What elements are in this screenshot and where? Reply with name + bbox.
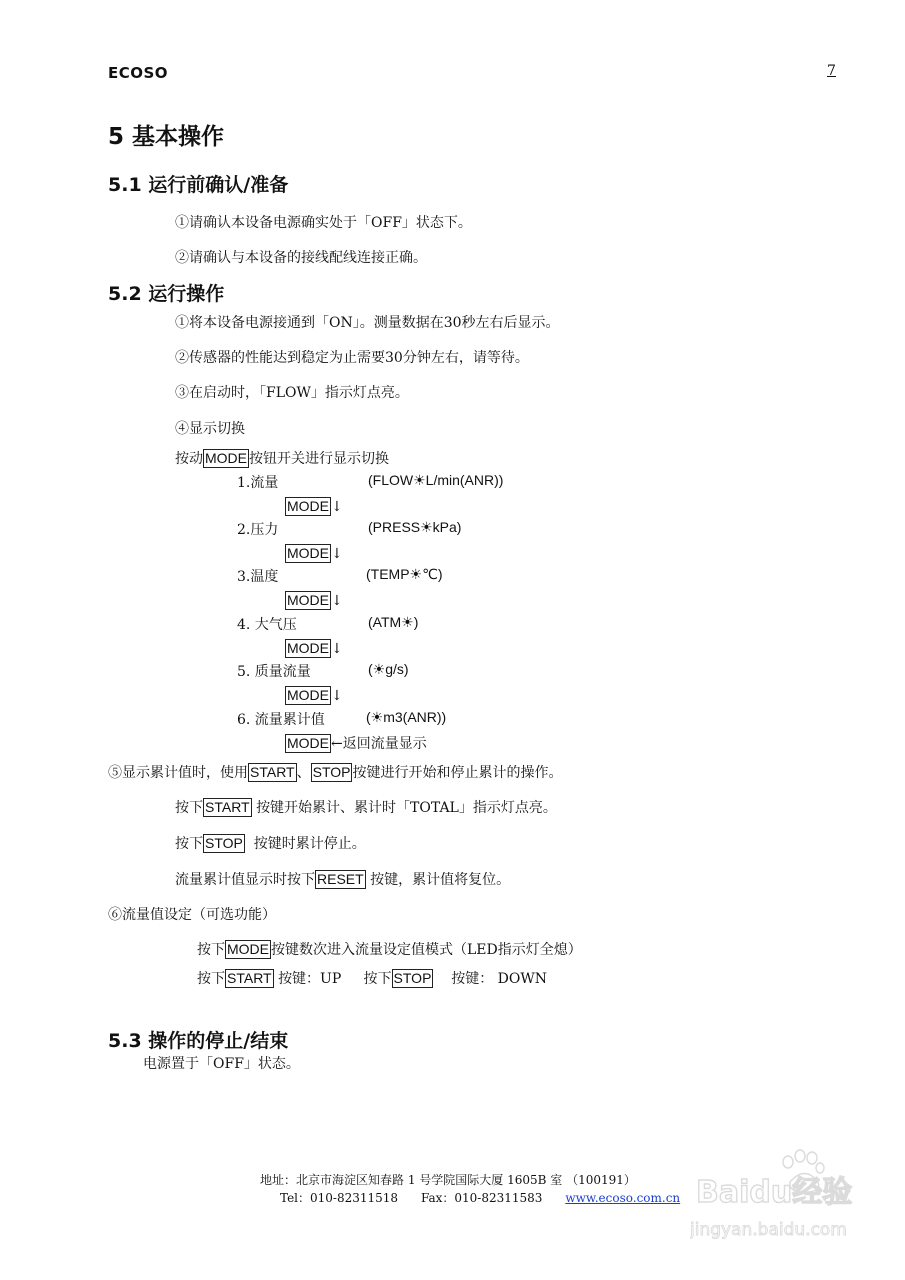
display-4-unit: (ATM☀) (368, 614, 419, 630)
s51-item-1: ①请确认本设备电源确实处于「OFF」状态下。 (175, 215, 472, 231)
set-line (197, 939, 582, 959)
mode-step-4 (285, 638, 343, 658)
stop-line (175, 833, 366, 853)
mode-intro-line (175, 448, 389, 468)
start-key: START (205, 799, 250, 815)
reset-key: RESET (317, 871, 364, 887)
display-1-unit: (FLOW☀L/min(ANR)) (368, 472, 504, 488)
mode-key: MODE (227, 941, 269, 957)
reset-line-pre: 流量累计值显示时按下 (175, 872, 315, 888)
mode-intro-post: 按钮开关进行显示切换 (249, 451, 389, 467)
down-pre: 按下 (363, 971, 392, 987)
mode-step-return (285, 733, 427, 753)
mode-step-5 (285, 685, 343, 705)
mode-key: MODE (287, 735, 329, 751)
s51-item-2: ②请确认与本设备的接线配线连接正确。 (175, 250, 427, 266)
mode-key: MODE (287, 687, 329, 703)
arrow-down-icon: ↓ (331, 499, 343, 515)
section-5-2-heading: 5.2 运行操作 (108, 283, 225, 305)
mode-key: MODE (287, 498, 329, 514)
footer-contact (280, 1189, 680, 1206)
watermark-url: jingyan.baidu.com (690, 1220, 847, 1240)
arrow-down-icon: ↓ (331, 593, 343, 609)
s52-item-4: ④显示切换 (175, 421, 245, 437)
display-1-label: 1.流量 (237, 475, 279, 491)
mode-step-2 (285, 543, 343, 563)
start-line (175, 797, 557, 817)
up-post: 按键：UP (278, 971, 342, 987)
display-5-unit: (☀g/s) (368, 661, 409, 677)
mode-intro-pre: 按动 (175, 451, 203, 467)
mode-key: MODE (287, 592, 329, 608)
mode-key: MODE (205, 450, 247, 466)
item5-post: 按键进行开始和停止累计的操作。 (352, 765, 563, 781)
down-post: 按键： DOWN (451, 971, 548, 987)
mode-step-1 (285, 496, 343, 516)
set-line-post: 按键数次进入流量设定值模式（LED指示灯全熄） (271, 942, 582, 958)
page-number: 7 (827, 63, 836, 79)
item5-sep: 、 (296, 765, 311, 781)
section-5-1-heading: 5.1 运行前确认/准备 (108, 174, 289, 196)
display-3-unit: (TEMP☀℃) (366, 566, 443, 582)
stop-line-post: 按键时累计停止。 (253, 836, 366, 852)
start-key: START (227, 970, 272, 986)
s53-text: 电源置于「OFF」状态。 (143, 1056, 300, 1072)
arrow-down-icon: ↓ (331, 641, 343, 657)
stop-key: STOP (312, 764, 351, 780)
s52-item-1: ①将本设备电源接通到「ON」。测量数据在30秒左右后显示。 (175, 315, 560, 331)
start-key: START (250, 764, 295, 780)
up-pre: 按下 (197, 971, 225, 987)
stop-key: STOP (205, 835, 243, 851)
stop-key: STOP (393, 970, 432, 986)
return-text: ←返回流量显示 (331, 736, 427, 752)
arrow-down-icon: ↓ (331, 688, 343, 704)
brand-logo: ECOSO (108, 64, 169, 82)
up-down-line (197, 968, 547, 988)
s52-item-6: ⑥流量值设定（可选功能） (108, 907, 276, 923)
mode-step-3 (285, 590, 343, 610)
start-line-post: 按键开始累计、累计时「TOTAL」指示灯点亮。 (256, 800, 557, 816)
s52-item-5 (108, 762, 562, 782)
display-2-unit: (PRESS☀kPa) (368, 519, 462, 535)
s52-item-2: ②传感器的性能达到稳定为止需要30分钟左右，请等待。 (175, 350, 529, 366)
footer-address: 地址：北京市海淀区知春路 1 号学院国际大厦 1605B 室 （100191） (260, 1173, 636, 1187)
display-5-label: 5. 质量流量 (237, 664, 311, 680)
display-2-label: 2.压力 (237, 522, 279, 538)
footer-fax: Fax：010-82311583 (420, 1191, 543, 1205)
mode-key: MODE (287, 545, 329, 561)
set-line-pre: 按下 (197, 942, 225, 958)
display-6-unit: (☀m3(ANR)) (366, 709, 447, 725)
reset-line-post: 按键，累计值将复位。 (370, 872, 511, 888)
display-6-label: 6. 流量累计值 (237, 712, 325, 728)
mode-key: MODE (287, 640, 329, 656)
reset-line (175, 869, 510, 889)
display-3-label: 3.温度 (237, 569, 279, 585)
page-title: 5 基本操作 (108, 124, 225, 150)
footer-tel: Tel：010-82311518 (280, 1191, 399, 1205)
watermark-brand: Baidu经验 (696, 1175, 853, 1210)
arrow-down-icon: ↓ (331, 546, 343, 562)
item5-pre: ⑤显示累计值时，使用 (108, 765, 248, 781)
s52-item-3: ③在启动时，「FLOW」指示灯点亮。 (175, 385, 409, 401)
display-4-label: 4. 大气压 (237, 617, 297, 633)
section-5-3-heading: 5.3 操作的停止/结束 (108, 1030, 289, 1052)
footer-website-link[interactable]: www.ecoso.com.cn (565, 1191, 681, 1205)
stop-line-pre: 按下 (175, 836, 203, 852)
baidu-watermark (690, 1140, 890, 1250)
start-line-pre: 按下 (175, 800, 203, 816)
